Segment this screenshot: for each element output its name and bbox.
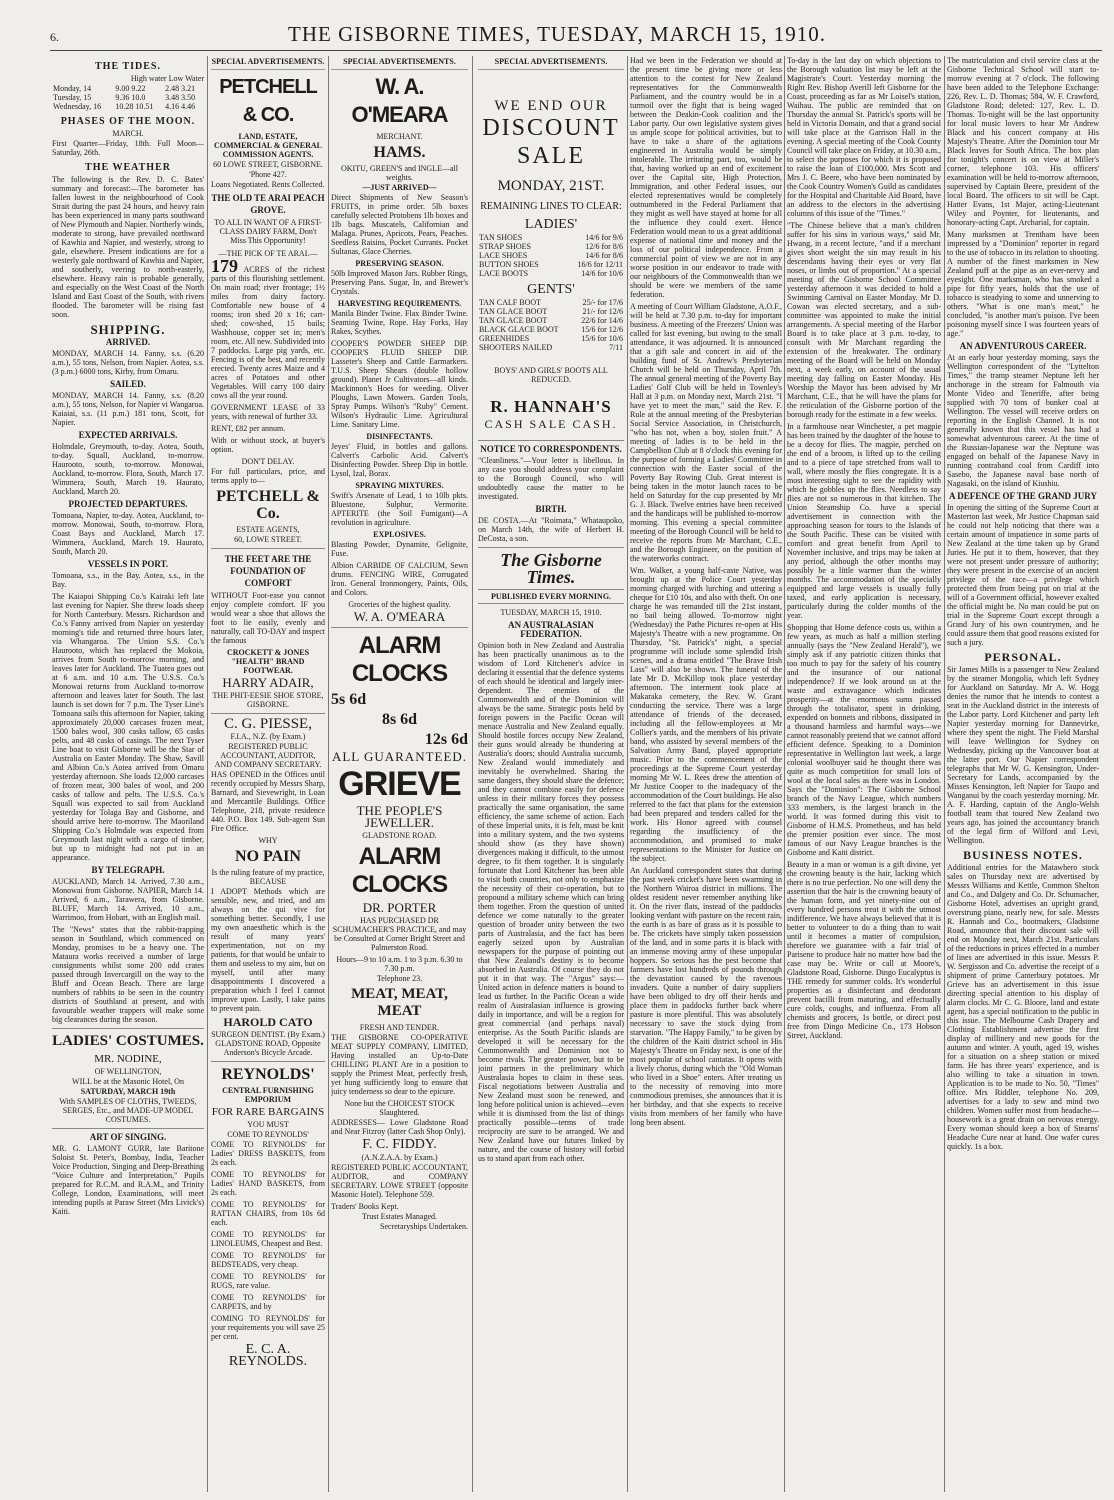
item-price: 14/6 for 10/6 xyxy=(581,269,623,278)
article-text: An Auckland correspondent states that during the past week cricket's have been swarming in the Northern Wairoa district in millions. The oldest resident never remember anything like it. On the river flats, instead of the paddocks looking verdant with pasture on the recent rain, the earth is as bare of grass as it is possible to be. The crickets have simply taken possession of the land, and in some parts it is black with an immense moving army of these unpopular hoppers. So serious has the pest become that farmers have lost hundreds of pounds through the devastation caused by the ravenous invaders. Quite a number of dairy suppliers have been obliged to dry off their herds and place them in paddocks further back where pasture is more plentiful. This was absolutely necessary to save the stock dying from starvation. "The Happy Family," to be given by the children of the Kaiti district school in His Majesty's Theatre on Friday next, is one of the most popular of school cantatas. It opens with a lively chorus, during which the "Old Woman who lived in a Shoe" enters. After treating us to the necessity of removing into more commodious premises, she announces that it is her birthday, and that she expects to receive visits from members of her family who have long been absent. xyxy=(630,866,782,1127)
weather-heading: THE WEATHER xyxy=(85,162,171,173)
petchell-phone: 'Phone 427. xyxy=(249,170,287,179)
why-text: WHY xyxy=(258,836,278,845)
item-name: SHOOTERS NAILED xyxy=(479,343,553,352)
item-price: 16/6 for 12/11 xyxy=(577,260,623,269)
business-text: Additional entries for the Matawhero stock sales on Thursday next are advertised by Messrs Williams and Kettle, Common Shelton and Co., and Dalgety and Co. Dr. Schumacher, Gisborne Hotel, advertises an upright grand, overstrung piano, nearly new, for sale. Messrs R. Hannah and Co., bootmakers, Gladstone Road, announce that their discount sale will end on Monday next, March 21st. Particulars of the reductions in prices effected in a number of lines are advertised in this issue. Messrs P. W. Sergisson and Co. advertise the receipt of a shipment of prime Canterbury potatoes. Mr Grieve has an advertisement in this issue directing special attention to his display of alarm clocks. Mr C. G. Bloore, land and estate agent, has a special notification to the public in this issue. The Melbourne Cash Drapery and Clothing Establishment advertise the first display of millinery and new goods for the autumn and winter. A youth, aged 19, wishes for a situation on a sheep station or mixed farm. He has three years' experience, and is also willing to take a situation in town. Application is to be made to No. 50, "Times" office. Mrs Riddler, telephone No. 209, advertises for a lady to sew and mind two children. Women suffer most from headache—housework is a great drain on nervous energy. Every woman should keep a box of Stearns' Headache Cure near at hand. One wafer cures quickly. 1s a box. xyxy=(947,863,1099,1151)
hams-sub: OKITU, GREEN'S and INGLE—all weights. xyxy=(341,164,458,182)
table-row xyxy=(52,102,204,111)
personal-text: Sir James Mills is a passenger to New Zealand by the steamer Mongolia, which left Sydney for Auckland on Saturday. Mr A. W. Hogg denies the rumor that he intends to contest a seat in the Auckland district in the interests of the Labor party. Lord Kitchener and party left Napier yesterday morning for Dannevirke, where they spent the night. The Field Marshal will leave Wellington for Sydney on Wednesday, picking up the Vancouver boat at the latter port. Our Napier correspondent telegraphs that Mr W. G. Kensington, Under-Secretary for Lands, accompanied by the Misses Kensington, left Napier for Taupo and Wanganui by the coach yesterday morning. Mr. A. F. Harding, captain of the Anglo-Welsh football team that toured New Zealand two years ago, has joined the accountancy branch of the legal firm of Wilford and Levi, Wellington. xyxy=(947,665,1099,845)
tide-high: 10.28 10.51 xyxy=(115,102,154,111)
you-must: YOU MUST xyxy=(247,1120,289,1129)
arai-text: TO ALL IN WANT OF A FIRST-CLASS DAIRY FARM, Don't Miss This Opportunity! xyxy=(214,218,322,245)
divider xyxy=(331,627,468,628)
article-text: "The Chinese believe that a man's children suffer for his sins in various ways," said Mr. Hwang, in a recent lecture, "and if a merchant gives short weight the sin may result in his descendants having their eyes or very flat noses, or limbs out of proportion." At a special meeting of the Gisborne School Committee yesterday afternoon it was decided to hold a Swimming Carnival on Easter Monday. Mr D. Cowan was elected secretary, and a sub-committee was appointed to make the initial arrangements. A special meeting of the Harbor Board is to take place at 3 p.m. to-day, to consult with Mr Marchant regarding the extension of the breakwater. The ordinary meeting of the Board will be held on Monday next, a week early, on account of the usual meeting day falling on Easter Monday. His Worship the Mayor has been advised by Mr Marchant, C.E., that he will have the plans for the reticulation of the Gisborne portion of the borough ready for the estimate in a few weeks. xyxy=(787,221,941,419)
item-price: 15/6 for 10/6 xyxy=(581,334,623,343)
stock-text: With or without stock, at buyer's option. xyxy=(211,436,325,454)
nopain-text: I ADOPT Methods which are sensible, new, and tried, and am always on the qui vive for something better. Secondly, I use my own anaesthetic which is the result of many years' experimentation, not on my patients, for that would be unfair to them and useless to my aim, but on myself, until after many disappointments I discovered a preparation which I feel I cannot improve upon. Lastly, I take pains to prevent pain. xyxy=(211,887,325,1013)
art-text: MR. G. LAMONT GURR, late Baritone Soloist St. Peter's, Bombay, India, Teacher Voice Production, Singing and Deep-Breathing "Voice Culture and Interpretation," Pupils prepared for R.C.M. and R.A.M., and Trinity College, London, Examinations, will meet intending pupils at Paraw Street (Mrs Livick's) Kaiti. xyxy=(52,1144,204,1216)
discount-heading: DISCOUNT xyxy=(482,115,620,141)
item-name: BLACK GLACE BOOT xyxy=(479,325,559,334)
alarm-clocks-heading-2: ALARM CLOCKS xyxy=(351,843,448,898)
nodine-date: SATURDAY, MARCH 19th xyxy=(80,1087,176,1096)
farm-description: ACRES of the richest parts of this flourishing settlement. On main road; river frontage; 1½ miles from dairy factory. Comfortable new house of 4 rooms; iron shed 20 x 16; cart-shed; cow-shed, 15 bails; Washhouse, copper set in; men's room, etc. All new. Subdivided into 7 paddocks. Large pig yards, etc. Fencing is of the best, and recently erected. Twenty acres Maize and 4 acres of Potatoes and other Vegetables. Will carry 100 dairy cows all the year round. xyxy=(211,265,325,400)
harry-adair: HARRY ADAIR, xyxy=(222,675,314,690)
petchell-sub: LAND, ESTATE, COMMERCIAL & GENERAL COMMISSION AGENTS. xyxy=(213,132,322,159)
crockett-text: CROCKETT & JONES "HEALTH" BRAND FOOTWEAR. xyxy=(226,648,310,675)
article-text: A meeting of Court William Gladstone, A.O.F., will be held at 7.30 p.m. to-day for important business. A meeting of the Freezers' Union was called for last evening, but owing to the small attendance, it was adjourned. It is announced that a gift sale and concert in aid of the building fund of St. Andrew's Presbyterian Church will be held on Thursday, April 7th. The annual general meeting of the Poverty Bay Ladies' Golf Club will be held in Townley's Hall at 3 p.m. on Monday next, March 21st. "I have yet to meet the man," said the Rev. F. Rule at the annual meeting of the Presbyterian Social Service Association, in Christchurch, "who has not, when a boy, stolen fruit." A meeting of ladies is to be held in the Campbellton Club at 8 o'clock this evening for the purpose of forming a Ladies' Committee in connection with the Easter social of the Poverty Bay Rowing Club. Great interest is being taken in the motor launch races to be held on Saturday for the cup presented by Mr G. J. Black. Twelve entries have been received and the handicaps will be published to-morrow morning. This evening a special committee meeting of the Borough Council will be held to receive the reports from Mr Marchant, C.E., and the Borough Engineer, on the position of the waterworks contract. xyxy=(630,302,782,563)
sailed-text: MONDAY, MARCH 14. Fanny, s.s. (8.20 a.m.), 55 tons, Nelson, for Napier vi Wangaroa. Kaiaiai, s.s. (11 p.m.) 181 tons, Scott, for Napier. xyxy=(52,391,204,427)
expected-text: Holmdale, Greymouth, to-day. Aotea, South, to-day. Squall, Auckland, to-morrow. Haurooto, south, to-morrow. Monowai, Auckland, to-morrow. Flora, South, March 17. Wimmera, South, March 19. Haurato, Auckland, March 20. xyxy=(52,442,204,496)
article-text: In a farmhouse near Winchester, a pet magpie has been trained by the daughter of the house to be a decoy for flies. The magpie, perched on the end of a broom, is lifted up to the ceiling and to a piece of tape stretched from wall to wall, where mostly the flies congregate. It is a most interesting sight to see the rapidity with which he gobbles up the flies. Needless to say flies are not so numerous in that kitchen. The Union Steamship Co. have a special advertisement in connection with the approaching season for tours to the Islands of the South Pacific. These can be visited with comfort and great benefit from April to November inclusive, and trips may be taken at any period, although the other months may possibly be a little warmer than the winter months. The accommodation of the specially equipped and large vessels is usually fully taxed, and early application is necessary, particularly during the colder months of the year. xyxy=(787,422,941,620)
column-rule xyxy=(207,56,208,1492)
meat-sub: FRESH AND TENDER. xyxy=(359,1023,440,1032)
come-item: COMING TO REYNOLDS' for your requirements you will save 25 per cent. xyxy=(211,1314,325,1341)
item-name: TAN GLACE BOOT xyxy=(479,307,548,316)
item-price: 21/- for 12/6 xyxy=(582,307,623,316)
cato-name: HAROLD CATO xyxy=(223,1015,313,1029)
column-5 xyxy=(630,56,782,1492)
harvesting-text: Manila Binder Twine. Flax Binder Twine. Seaming Twine, Rope. Hay Forks, Hay Rakes, Scythes. xyxy=(331,309,468,336)
explosives-text: Blasting Powder, Dynamite, Gelignite, Fuse. xyxy=(331,540,468,558)
piesse-name: C. G. PIESSE, xyxy=(224,716,312,732)
fiddy-sub: (A.N.Z.A.A. by Exam.) xyxy=(361,1153,438,1162)
column-header: SPECIAL ADVERTISEMENTS. xyxy=(478,57,624,70)
meat-text: THE GISBORNE CO-OPERATIVE MEAT SUPPLY COMPANY, LIMITED, Having installed an Up-to-Date CHILLING PLANT Are in a position to supply the Primest Meat, perfectly fresh, yet hung sufficiently long to ensure that juicy tenderness so dear to the epicure. xyxy=(331,1033,468,1096)
gladstone-road: GLADSTONE ROAD. xyxy=(362,831,437,840)
item-name: STRAP SHOES xyxy=(479,242,531,251)
dateline: TUESDAY, MARCH 15, 1910. xyxy=(500,608,602,617)
come-item: COME TO REYNOLDS' for Ladies' HAND BASKETS, from 2s each. xyxy=(211,1170,325,1197)
arrived-text: MONDAY, MARCH 14. Fanny, s.s. (6.20 a.m.), 55 tons, Nelson, from Napier. Aotea, s.s. (3 p.m.) 6000 tons, Kirby, from Omaru. xyxy=(52,349,204,376)
divider xyxy=(52,1028,204,1029)
nodine-of: OF WELLINGTON, xyxy=(94,1067,162,1076)
groceries-text: Groceries of the highest quality. xyxy=(348,600,451,609)
boys-text: BOYS' AND GIRLS' BOOTS ALL REDUCED. xyxy=(494,366,608,384)
item-price: 14/6 for 8/6 xyxy=(585,251,623,260)
expected-heading: EXPECTED ARRIVALS. xyxy=(78,430,178,440)
pick-text: —THE PICK OF TE ARAI.— xyxy=(218,249,318,258)
notice-text: "Cleanliness."—Your letter is libellous. In any case you should address your complaint to the Borough Council, who will undoubtedly cause the matter to be investigated. xyxy=(478,456,624,501)
petchell-title: PETCHELL & CO. xyxy=(219,76,317,126)
gisborne-times-title: The Gisborne Times. xyxy=(500,550,602,587)
come-item: COME TO REYNOLDS' for LINOLEUMS, Cheapest and Best. xyxy=(211,1230,325,1248)
vessels-heading: VESSELS IN PORT. xyxy=(87,559,169,569)
table-row xyxy=(52,93,204,102)
page-number: 6. xyxy=(50,30,59,44)
column-3 xyxy=(331,56,468,1492)
table-row xyxy=(478,316,624,325)
feet-heading: THE FEET ARE THE FOUNDATION OF COMFORT xyxy=(224,554,312,588)
table-row xyxy=(478,307,624,316)
arrived-heading: ARRIVED. xyxy=(105,337,151,347)
career-heading: AN ADVENTUROUS CAREER. xyxy=(959,341,1087,351)
secretary-text: Secretaryships Undertaken. xyxy=(380,1222,468,1231)
eca-reynolds: E. C. A. REYNOLDS. xyxy=(228,1342,308,1369)
table-row xyxy=(478,334,624,343)
sailed-heading: SAILED. xyxy=(110,379,146,389)
cato-sub: SURGEON DENTIST. (By Exam.) GLADSTONE ROAD, Opposite Anderson's Bicycle Arcade. xyxy=(211,1030,325,1057)
item-name: TAN GLACE BOOT xyxy=(479,316,548,325)
birth-heading: BIRTH. xyxy=(535,504,567,514)
hours-text: Hours—9 to 10 a.m. 1 to 3 p.m. 6.30 to 7.30 p.m. xyxy=(336,955,463,973)
item-name: LACE SHOES xyxy=(479,251,528,260)
estate-agents: ESTATE AGENTS, xyxy=(236,525,300,534)
news-text: The "News" states that the rabbit-trapping season in Southland, which commenced on Monday, promises to be a heavy one. The Mataura works received a number of large consignments whilst some 200 odd crates passed through Invercargill on the way to the Bluff and Ocean Beach. There are large numbers of rabbits to be seen in the country districts of Southland at present, and with favourable weather trappers will make some big clearances during the season. xyxy=(52,925,204,1024)
nodine-with: With SAMPLES OF CLOTHS, TWEEDS, SERGES, Etc., and MADE-UP MODEL COSTUMES. xyxy=(59,1097,197,1124)
table-row xyxy=(478,343,624,352)
preserving-heading: PRESERVING SEASON. xyxy=(355,259,444,268)
piesse-text: REGISTERED PUBLIC ACCOUNTANT, AUDITOR, AND COMPANY SECRETARY. xyxy=(214,742,322,769)
table-row xyxy=(478,233,624,242)
vessels-body: The Kaiapoi Shipping Co.'s Kairaki left late last evening for Napier. She threw loads sheep for North Canterbury. Messrs. Richardson and Co.'s Fanny arrived from Napier on yesterday morning's tide and returned three hours later, via Whangaroa. The Union S.S. Co.'s Haurooto, which has replaced the Mokoia, arrives from South to-morrow morning, and leaves later for Auckland. The Tuatea goes out at 6 a.m. and 10 a.m. The U.S.S. Co.'s Monowai returns from Auckland to-morrow afternoon and leaves later for South. The last launch is set down for 7 p.m. The Tyser Line's Tomoana sails this afternoon for Napier, taking approximately 20,000 carcases frozen meat, 1500 bales wool, 300 casks tallow, 65 casks pelts, and 48 casks of casings. The next Tyser Line boat to visit Gisborne will be the Star of Australia on Easter Monday. The Shaw, Savill and Albion Co.'s Aotea arrived from Omaru yesterday afternoon. She loads 12,000 carcases of frozen meat, 300 bales of wool, and 200 casks of tallow and pelts. The U.S.S. Co.'s Squall was expected to sail from Auckland yesterday for Tolaga Bay and Gisborne, and should arrive here to-morrow. The Maoriland Shipping Co.'s Holmdale was expected from Greymouth last night with a cargo of timber, but up to midnight had not put in an appearance. xyxy=(52,592,204,862)
table-row xyxy=(478,260,624,269)
tide-low: 2.48 3.21 xyxy=(165,84,196,93)
moon-heading: PHASES OF THE MOON. xyxy=(60,116,196,127)
meat-heading: MEAT, MEAT, MEAT xyxy=(351,986,448,1019)
tides-table xyxy=(52,84,204,111)
table-row xyxy=(478,242,624,251)
fiddy-text: REGISTERED PUBLIC ACCOUNTANT, AUDITOR, and COMPANY SECRETARY. LOWE STREET (opposite Masonic Hotel). Telephone 559. xyxy=(331,1163,468,1199)
farm-acres: 179 xyxy=(211,256,238,276)
nodine-name: MR. NODINE, xyxy=(94,1053,162,1065)
article-text: The matriculation and civil service class at the Gisborne Technical School will start to-morrow evening at 7 o'clock. The following have been added to the Telephone Exchange: 226, Rev. L. D. Thomas; 584, W. F. Crawford, Gladstone Road; deleted: 127, Rev. L. D. Thomas. To-night will be the last opportunity for local music lovers to hear Mr Andrew Black and his concert company at His Majesty's Theatre. After the Dominion tour Mr Black leaves for South Africa. The box plan for tonight's concert is on view at Miller's corner, telephone 103. His officers' examination will be held to-morrow afternoon, supervised by Captain Beere, president of the local Board. The officers to sit will be Capt. Hatter Evans, 1st Major, acting-Lieutenant Wiley and Poynter, for lieutenants, and honorary-acting Capt. Archarial, for captain. xyxy=(947,56,1099,227)
delay-text: DON'T DELAY. xyxy=(241,457,295,466)
ladies-costumes-heading: LADIES' COSTUMES. xyxy=(52,1033,204,1049)
divider xyxy=(478,547,624,548)
dr-porter: DR. PORTER xyxy=(362,900,437,915)
peoples-jeweller: THE PEOPLE'S JEWELLER. xyxy=(356,803,443,830)
column-header: SPECIAL ADVERTISEMENTS. xyxy=(331,57,468,70)
item-name: TAN SHOES xyxy=(479,233,523,242)
item-price: 25/- for 17/6 xyxy=(582,298,623,307)
column-rule xyxy=(944,56,945,1492)
gents-table xyxy=(478,298,624,352)
nopain-sub: Is the ruling feature of my practice, BECAUSE xyxy=(211,868,325,886)
telegraph-heading: BY TELEGRAPH. xyxy=(91,865,165,875)
table-row xyxy=(478,251,624,260)
article-text: Beauty in a man or woman is a gift divine, yet the crowning beauty is the hair, lacking which there is no true perfection. No one will deny the assertion that the hair is the crowning beauty of the human form, and yet ninety-nine out of every hundred persons treat it with the utmost indifference. We have always believed that it is better to volunteer to do a thing than to wait until it becomes a matter of compulsion, therefore we guarantee with a fair trial of Parisene to produce hair no matter how bad the case may be. Write or call at Moore's, Gladstone Road, Gisborne. Dingo Eucalyptus is THE remedy for summer colds. It's wonderful properties as a disinfectant and deodorant prevent bacilli from maturing, and effectually cure colds, coughs, and influenza. From all chemists and grocers, 1s bottle, or direct post free from Dingo Medicine Co., 173 Hobson Street, Auckland. xyxy=(787,860,941,1040)
article-text: To-day is the last day on which objections to the Borough valuation list may be left at the Magistrate's Court. Yesterday morning the Right Rev. Bishop Averill left Gisborne for the Coast, proceeding as far as Mr Loisel's station, Waihau. The public are reminded that on Thursday the annual St. Patrick's sports will be held in Victoria Domain, and that a grand social will take place at the Garrison Hall in the evening. A special meeting of the Cook County Council will take place on Friday, at 10.30 a.m., to select the purposes for which it is proposed to raise the loan of £100,000. Mrs Scott and Mrs J. C. Beere, who have been nominated by the Cook Country Women's Guild as candidates for the Hospital and Charitable Aid Board, have an address to the electors in the advertising columns of this issue of the "Times." xyxy=(787,56,941,218)
dip-text: COOPER'S POWDER SHEEP DIP. COOPER'S FLUID SHEEP DIP. Lasseter's Sheep and Cattle Earmarkers. T.U.S. Sheep Shears (double hollow ground). Planet Jr Cultivators—all kinds. Mackinnon's Hoes for weeding. Oliver Ploughs, Lawn Mowers. Garden Tools, Spray Pumps. Wilson's "Ruby" Cement. Wilson's Hydraulic Lime. Agricultural Lime. Sanitary Lime. xyxy=(331,339,468,429)
explosives-heading: EXPLOSIVES. xyxy=(373,530,426,539)
column-1 xyxy=(52,56,204,1492)
business-heading: BUSINESS NOTES. xyxy=(963,848,1083,862)
telegraph-text: AUCKLAND, March 14. Arrived, 7.30 a.m., Monowai from Gisborne. NAPIER, March 14. Arrived, 6 a.m., Tarawera, from Gisborne. BLUFF, March 14. Arrived, 10 a.m., Warrimoo, from Hobart, with an English mail. xyxy=(52,877,204,922)
we-end-our: WE END OUR xyxy=(494,98,608,114)
books-text: Traders' Books Kept. xyxy=(331,1202,399,1211)
departures-text: Tomoana, Napier, to-day. Aotea, Auckland, to-morrow. Monowai, South, to-morrow. Flora, Coast Bays and Auckland, March 17. Wimmera, Auckland, March 19. Haurato, South, March 20. xyxy=(52,511,204,556)
tide-day: Tuesday, 15 xyxy=(53,93,92,102)
monday-21st: MONDAY, 21ST. xyxy=(497,178,605,194)
item-name: TAN CALF BOOT xyxy=(479,298,542,307)
rent-text: RENT, £82 per annum. xyxy=(211,424,286,433)
departures-heading: PROJECTED DEPARTURES. xyxy=(68,499,188,509)
cash-sale: CASH SALE CASH. xyxy=(484,417,618,431)
dr-text: HAS PURCHASED DR SCHUMACHER'S PRACTICE, and may be Consulted at Corner Bright Street and Palmerston Road. xyxy=(332,916,467,952)
item-name: GREENHIDES xyxy=(479,334,530,343)
masthead xyxy=(0,0,1114,62)
choicest-text: None but the CHOICEST STOCK Slaughtered. xyxy=(344,1099,455,1117)
harvesting-heading: HARVESTING REQUIREMENTS. xyxy=(337,299,462,308)
career-text: At an early hour yesterday morning, says the Wellington correspondent of the "Lyttelton Times," the tramp steamer Neptune left her anchorage in the stream for Falmouth via Monte Video and Teneriffe, after being supplied with 70 tons of bunker coal at Wellington. The vessel will receive orders on reporting in the English Channel. It is not generally known that this vessel has had a somewhat adventurous career. At the time of the Russian-Japanese war the Neptune was engaged on behalf of the Japanese Navy in running contraband coal from Cardiff into Sasebo, the Japanese naval base north of Nagasaki, on the island of Kiushiu. xyxy=(947,353,1099,488)
hannah-name: R. HANNAH'S xyxy=(490,397,612,416)
tide-day: Monday, 14 xyxy=(53,84,92,93)
addresses-text: ADDRESSES— Lowe Gladstone Road and Near Fitzroy (latter Cash Shop Only). xyxy=(331,1118,468,1136)
item-price: 14/6 for 9/6 xyxy=(585,233,623,242)
column-header: SPECIAL ADVERTISEMENTS. xyxy=(211,57,325,70)
arai-heading: THE OLD TE ARAI PEACH GROVE. xyxy=(211,193,325,215)
column-rule xyxy=(328,56,329,1492)
just-arrived: —JUST ARRIVED— xyxy=(362,183,437,192)
article-text: Wm. Walker, a young half-caste Native, was brought up at the Police Court yesterday morning charged with lurching and uttering a cheque for £10 10s, and also with theft. On one charge he was remanded till the 21st instant, no bail being allowed. To-morrow night (Wednesday) the Pathe Pictures re-open at His Majesty's Theatre with a new programme. On Thursday, "St. Patrick's" night, a special programme will include some splendid Irish scenes, and a drama entitled "The Brave Irish Lass" will also be shown. The funeral of the late Mr D. McKillop took place yesterday afternoon. The interment took place at Makaraka cemetery, the Rev. W. Grant conducting the service. There was a large attendance of friends of the deceased, including all the fellow-employees at Mr Collier's yards, and the members of his private band, who assisted by several members of the Salvation Army Band, played appropriate music. Prior to the commencement of the proceedings at the Supreme Court yesterday morning Mr W. L. Rees drew the attention of Mr Justice Cooper to the inadequacy of the accommodation of the Court buildings. He also referred to the fact that plans for the extension had been prepared and tenders called for the work. His Honor agreed with counsel regarding the insufficiency of the accommodation, and promised to make representations to the Minister for Justice on the subject. xyxy=(630,566,782,863)
column-rule xyxy=(627,56,628,1492)
estate-address: 60, LOWE STREET. xyxy=(234,535,302,544)
telephone-text: Telephone 23. xyxy=(376,974,423,983)
nopain-heading: NO PAIN xyxy=(235,848,301,865)
column-rule xyxy=(472,56,473,1492)
item-price: 22/6 for 14/6 xyxy=(581,316,623,325)
table-row xyxy=(478,298,624,307)
loans-text: Loans Negotiated. Rents Collected. xyxy=(211,180,325,189)
price-3: 12s 6d xyxy=(424,731,468,748)
disinfectants-text: Jeyes' Fluid, in bottles and gallons. Calvert's Carbolic Acid. Calvert's Disinfecting Powder. Sheep Dip in bottle. Lysol, Izal, Borax. xyxy=(331,442,468,478)
piesse-body: HAS OPENED in the Offices until recently occupied by Messrs Sharp, Barnard, and Sievewright, in Loan and Mercantile Buildings. Office Telephone, 218, private residence 440. P.O. Box 149. Sub-agent Sun Fire Office. xyxy=(211,770,325,833)
lease-text: GOVERNMENT LEASE of 33 years, with renewal of further 33. xyxy=(211,403,325,421)
tide-low: 3.48 3.50 xyxy=(165,93,196,102)
article-text: Had we been in the Federation we should at the present time be giving more or less attention to the contest for New Zealand representatives for the Commonwealth Parliament, and the country would be in a turmoil over the fight that is being waged between the Deakin-Cook coalition and the Labor party. Our own legislative system gives us ample scope for political activities, but to have to take a share of the agitations engineered in Australia would be simply intolerable. The irritating part, too, would be that, having worked up an end of excitement over the Capital site, High Protection, Immigration, and other Federal issues, our elected representatives would be completely outnumbered in the Federal Parliament that they might as well have stayed at home for all the influence they could exert. Hence Federation would mean to us a great additional expense of national time and money and the loss of our political independence. From a commercial point of view we are not in any worse position in our endeavor to trade with our neighbours of the Commonwealth than we should be were we members of the same federation. xyxy=(630,56,782,299)
arrived-text: Direct Shipments of New Season's FRUITS, in prime order. 5lb boxes carefully selected Protobens 1lb boxes and 1lb bags. Muscatels, Californian and Malaga. Prunes, Apricots, Pears, Peaches. Seedless Raisins, Pocket Currants. Pocket Sultanas, Glace Cherries. xyxy=(331,193,468,256)
item-price: 15/6 for 12/6 xyxy=(581,325,623,334)
tides-heading: THE TIDES. xyxy=(95,61,161,72)
preserving-text: 50lb Improved Mason Jars. Rubber Rings, Preserving Pans. Sugar, In, and Brewer's Crystals. xyxy=(331,269,468,296)
apply-text: For full particulars, price, and terms apply to— xyxy=(211,467,325,485)
petchell-address: 60 LOWE STREET, GISBORNE. xyxy=(213,160,323,169)
defence-text: In opening the sitting of the Supreme Court at Masterton last week, Mr Justice Chapman said he could not help noticing that there was a certain amount of impatience in some parts of New Zealand at the time taken up by Grand Juries. He put it to them, however, that they were not present under pressure of authority; they were present in the exercise of an ancient privilege of the race—a privilege which protected them from being put on trial at the will of a Government official, however exalted the official might be. No man could be put on trial in the Supreme Court except through a Grand Jury of his own countrymen, and he could assure them that good reasons existed for such a jury. xyxy=(947,503,1099,647)
divider xyxy=(211,713,325,714)
published-text: PUBLISHED EVERY MORNING. xyxy=(478,589,624,604)
spraying-heading: SPRAYING MIXTURES. xyxy=(355,481,444,490)
alarm-clocks-heading: ALARM CLOCKS xyxy=(351,632,448,687)
ladies-heading: LADIES' xyxy=(524,217,578,232)
come-item: COME TO REYNOLDS' for RUGS, rare value. xyxy=(211,1272,325,1290)
column-6 xyxy=(787,56,941,1492)
tide-high: 9.00 9.22 xyxy=(115,84,146,93)
defence-heading: A DEFENCE OF THE GRAND JURY xyxy=(949,491,1097,501)
disinfectants-heading: DISINFECTANTS. xyxy=(366,432,433,441)
column-4 xyxy=(478,56,624,1492)
shipping-heading: SHIPPING. xyxy=(90,322,166,337)
moon-text: First Quarter—Friday, 18th. Full Moon—Saturday, 26th. xyxy=(52,139,204,157)
hams-heading: HAMS. xyxy=(373,144,426,161)
divider xyxy=(211,1061,325,1062)
tides-header: High water Low Water xyxy=(130,74,204,83)
sale-heading: SALE xyxy=(517,143,585,169)
column-2 xyxy=(211,56,325,1492)
divider xyxy=(52,1128,204,1129)
grieve-name: GRIEVE xyxy=(338,765,461,803)
masthead-rule xyxy=(50,50,1102,51)
ladies-table xyxy=(478,233,624,278)
come-item: COME TO REYNOLDS' for RATTAN CHAIRS, from 10s 6d each. xyxy=(211,1200,325,1227)
divider xyxy=(211,548,325,549)
item-name: LACE BOOTS xyxy=(479,269,529,278)
come-item: COME TO REYNOLDS' for Ladies' DRESS BASKETS, from 2s each. xyxy=(211,1140,325,1167)
fiddy-name: F. C. FIDDY. xyxy=(362,1137,437,1152)
item-price: 12/6 for 8/6 xyxy=(585,242,623,251)
weather-text: The following is the Rev. D. C. Bates' summary and forecast:—The barometer has fallen lowest in the neighbourhood of Cook Strait during the past 24 hours, and heavy rain has been experienced in many parts southward of New Plymouth and Napier. Northerly winds, moderate to strong, have prevailed northward of Kawhia and Napier, and westerly, strong to gale, elsewhere. Present indications are for a westerly gale northward of Kawhia and Napier, and southerly, veering to north-easterly, elsewhere. Heavy rain is probable generally, and especially on the West Coast of the North Island and East Coast of the South, with rivers flooded. The barometer will be rising fast soon. xyxy=(52,175,204,319)
omeara-signoff: W. A. O'MEARA xyxy=(353,609,446,624)
federation-text: Opinion both in New Zealand and Australia has been practically unanimous as to the wisdom of Lord Kitchener's advice in declaring it essential that the defence systems of each should be identical and largely inter-dependent. The enemies of the Commonwealth and of the Dominion will always be the same. Strategic posts held by foreign powers in the Pacific Ocean will menace Australia and New Zealand equally. Should hostile forces occupy New Zealand, their guns would already be thundering at Australia's doors; should Australia succumb, New Zealand would immediately and inevitably be overwhelmed. Sharing the same dangers, they should share the defence; and they cannot combine easily for defence unless in their military forces they possess practically the same organisation, the same efficiency, the same scheme of action. Each of these Imperial units, it is felt, must be knit into a military system, and the two systems should show (as they have shown) divergences making it difficult, to the utmost degree, to fit them together. It is singularly fortunate that Lord Kitchener has been able to visit both countries, not only to emphasize the necessity of their co-operation, but to propound a military scheme which can bring them together. From the question of united defence we come naturally to the greater question of broader unity between the two parts of Australasia, and the fact has been eagerly seized upon by Australian newspapers for the purpose of pointing out that New Zealand's destiny is to become absorbed in Australia. Of course they do not put it in that way. The "Argus" says:— United action in defence matters is bound to lead us further. In the Pacific Ocean a wide realm of Australasian influence is growing daily in importance, and will be a region for great commercial (and perhaps naval) enterprise. As the South Pacific islands are developed it will be necessary for the Commonwealth and Dominion not to become rivals. The greater power, but to be joint partners in the preliminary which Australasia hopes to claim in these seas. Fiscal negotiations between Australia and New Zealand must soon be renewed, and long before political union is achieved—even while it is dismissed from the list of things practically possible—terms of trade reciprocity are sure to be arranged. We and New Zealand have our futures linked by nature, and the course of history will forbid us to stand apart from each other. xyxy=(478,641,624,1163)
harry-sub: THE PHIT-EESIE SHOE STORE, GISBORNE. xyxy=(212,691,324,709)
gents-heading: GENTS' xyxy=(527,282,575,297)
petchell-signoff: PETCHELL & Co. xyxy=(216,488,320,522)
table-row xyxy=(478,269,624,278)
article-text: Shopping that Home defence costs us, within a few years, as much as half a million sterling annually (says the "New Zealand Herald"), we simply ask if any patriotic citizen thinks that too much to pay for the safety of his country and the insurance of our national independence? If we look around us at the waste and extravagance which indicates prosperity—at the enormous sums passed through the totalisator, spent in drinking, expended on bonnets and ribbons, dissipated in a thousand harmless and harmful ways—we cannot reasonably pretend that we cannot afford efficient defence. Speaking to a Dominion representative in Wellington last week, a large colonial woolbuyer said he thought there was quite as much competition for small lots of wool at the local sales as there was in London. Says the "Dominion": The Gisborne School branch of the Navy League, which numbers 333 members, is the largest branch in the world. It was formed during this visit to Gisborne of H.M.S. Prometheus, and has held the premier position ever since. The most famous of our Navy League branches is the Gisborne and Kaiti district. xyxy=(787,623,941,857)
guaranteed: ALL GUARANTEED. xyxy=(331,749,468,764)
item-name: BUTTON SHOES xyxy=(479,260,539,269)
article-text: Many marksmen at Trentham have been impressed by a "Dominion" reporter in regard to the use of tobacco in its relation to shooting. A number of the finest marksmen in New Zealand puff at the pipe as an ever-nervy and eyesight. One marksman, who has smoked a pipe for fifty years, holds that the use of tobacco is steadying to some and unnerving to others. "What is one man's meat," he concluded, "is another man's poison. I've been poisoning myself since I was fourteen years of age." xyxy=(947,230,1099,338)
notice-heading: NOTICE TO CORRESPONDENTS. xyxy=(480,444,622,454)
moon-month: MARCH. xyxy=(112,129,144,138)
art-heading: ART OF SINGING. xyxy=(89,1132,167,1142)
newspaper-title: THE GISBORNE TIMES, TUESDAY, MARCH 15, 1910. xyxy=(288,22,826,46)
birth-text: DE COSTA.—At "Roimata," Whataupoko, on March 14th, the wife of Herbert H. DeCosta, a son. xyxy=(478,516,624,543)
feet-text: WITHOUT Foot-ease you cannot enjoy complete comfort. IF you would wear a shoe that allows the foot to lie easily, evenly and naturally, call TO-DAY and inspect the famous xyxy=(211,591,325,645)
nodine-text: WILL be at the Masonic Hotel, On xyxy=(72,1077,184,1086)
come-item: COME TO REYNOLDS' for BEDSTEADS, very cheap. xyxy=(211,1251,325,1269)
farm-text xyxy=(211,256,325,400)
tide-low: 4.16 4.46 xyxy=(165,102,196,111)
personal-heading: PERSONAL. xyxy=(984,650,1062,664)
spraying-text: Swift's Arsenate of Lead, 1 to 10lb pkts. Bluestone, Sulphur, Vermorite. APTERITE (the Soil Fumigant)—A revolution in agriculture. xyxy=(331,491,468,527)
price-2: 8s 6d xyxy=(381,711,418,728)
reynolds-name: REYNOLDS' xyxy=(221,1066,315,1083)
table-row xyxy=(478,325,624,334)
tide-high: 9.36 10.0 xyxy=(115,93,146,102)
item-price: 7/11 xyxy=(609,343,623,352)
trust-text: Trust Estates Managed. xyxy=(361,1212,438,1221)
table-row xyxy=(52,84,204,93)
come-item: COME TO REYNOLDS' for CARPETS, and by xyxy=(211,1293,325,1311)
column-7 xyxy=(947,56,1099,1492)
reynolds-sub: CENTRAL FURNISHING EMPORIUM xyxy=(222,1086,314,1104)
come-text: COME TO REYNOLDS' xyxy=(227,1130,309,1139)
remaining-lines: REMAINING LINES TO CLEAR: xyxy=(480,201,622,212)
vessels-text: Tomoana, s.s., in the Bay. Aotea, s.s., in the Bay. xyxy=(52,571,204,589)
tide-day: Wednesday, 16 xyxy=(53,102,102,111)
column-rule xyxy=(784,56,785,1492)
piesse-sub: F.I.A., N.Z. (by Exam.) xyxy=(230,732,306,741)
price-1: 5s 6d xyxy=(331,691,367,708)
omeara-title: W. A. O'MEARA xyxy=(351,74,448,127)
albion-text: Albion CARBIDE OF CALCIUM, Sewn drums. FENCING WIRE, Corrugated Iron. General Ironmongery, Paints, Oils, and Colors. xyxy=(331,561,468,597)
divider xyxy=(478,440,624,441)
federation-heading: AN AUSTRALASIAN FEDERATION. xyxy=(508,620,594,639)
rare-bargains: FOR RARE BARGAINS xyxy=(211,1106,325,1118)
merchant: MERCHANT. xyxy=(376,132,423,141)
